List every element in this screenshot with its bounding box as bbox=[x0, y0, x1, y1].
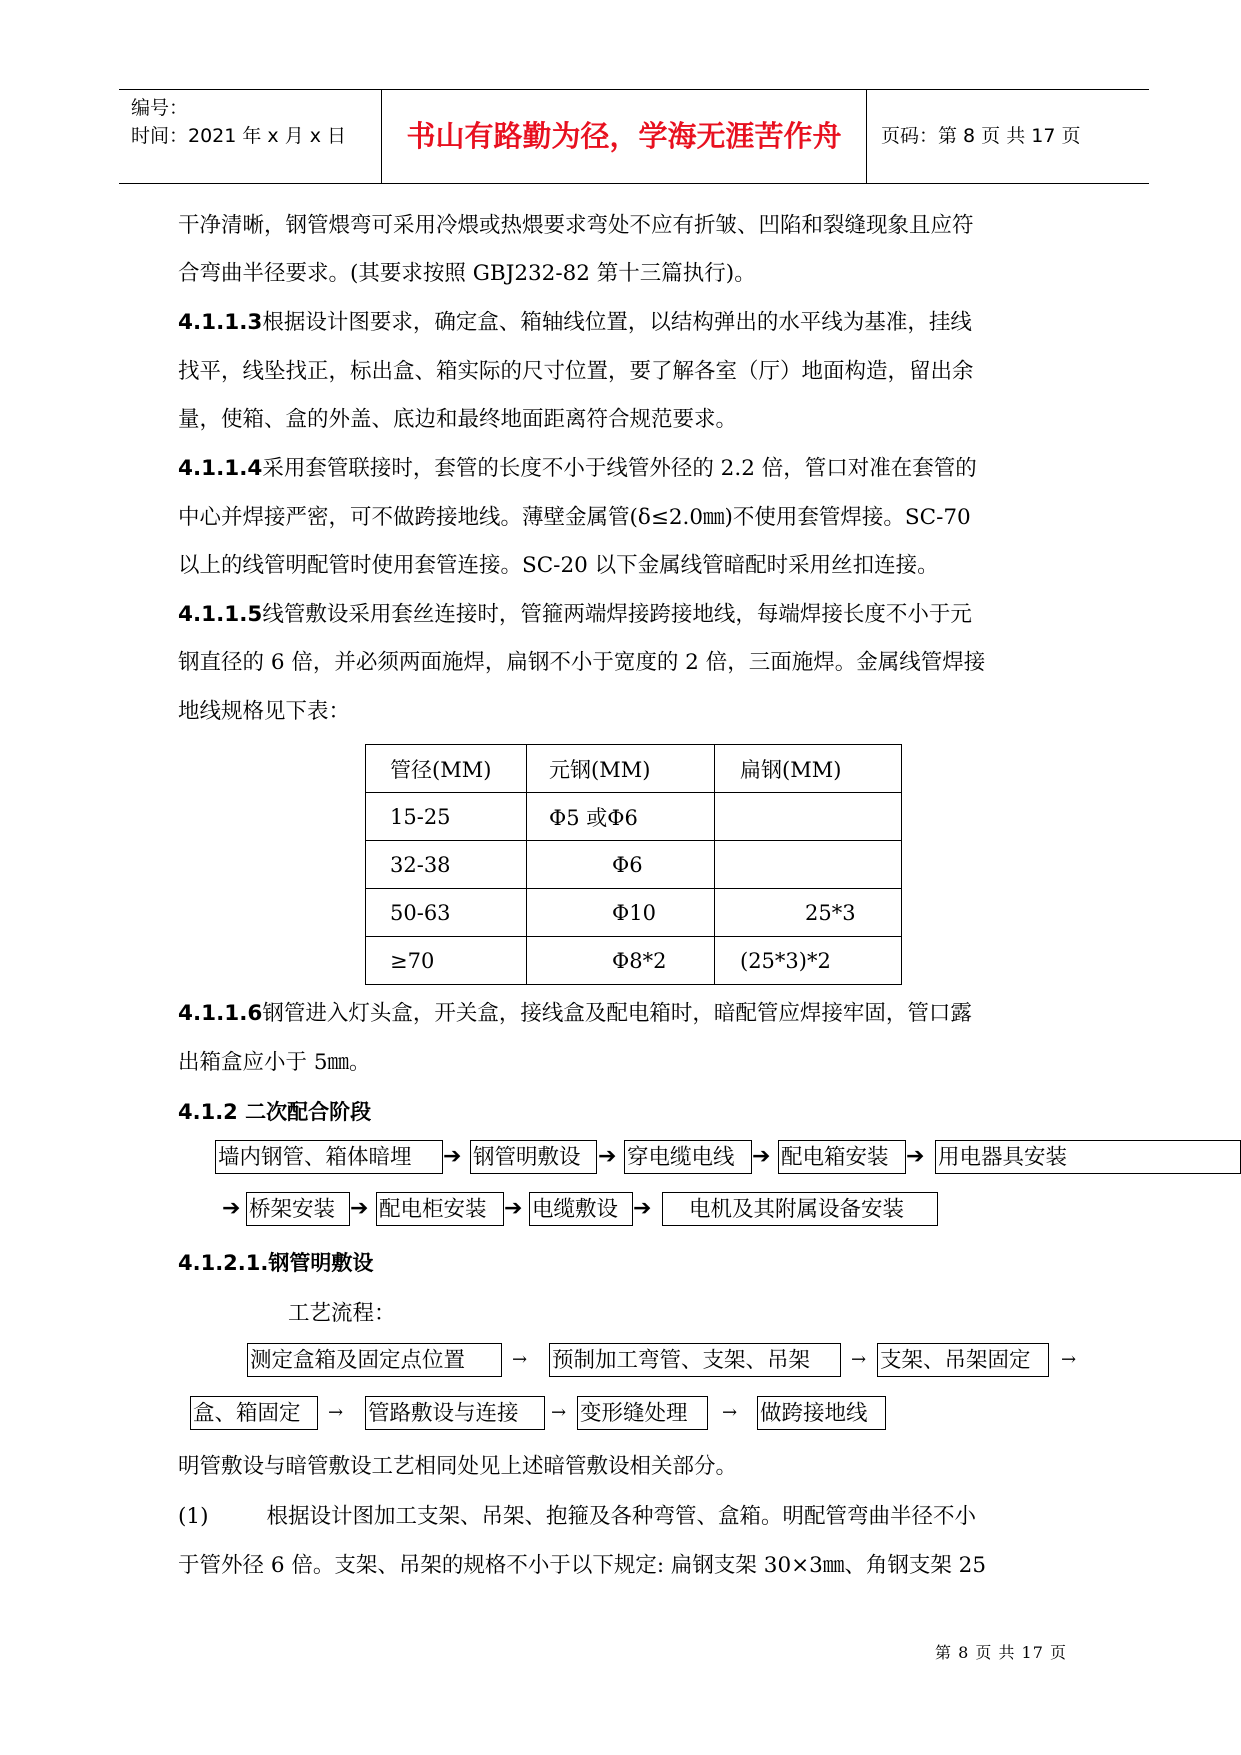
paragraph-text: 根据设计图要求，确定盒、箱轴线位置，以结构弹出的水平线为基准，挂线 bbox=[262, 310, 972, 335]
flow-step: 钢管明敷设 bbox=[470, 1140, 597, 1174]
flow-arrow-icon: → bbox=[851, 1349, 867, 1370]
flow-arrow-icon: → bbox=[551, 1402, 567, 1423]
flow-step: 电缆敷设 bbox=[529, 1192, 633, 1226]
section-number: 4.1.1.5 bbox=[178, 602, 263, 627]
section-number: 4.1.1.4 bbox=[178, 456, 263, 481]
flow-arrow-icon: → bbox=[722, 1402, 738, 1423]
table-cell: Φ10 bbox=[527, 889, 715, 937]
table-cell: 25*3 bbox=[715, 889, 902, 937]
flow-step: 穿电缆电线 bbox=[624, 1140, 752, 1174]
flow-step: 预制加工弯管、支架、吊架 bbox=[549, 1343, 841, 1377]
section-4-1-1-4 bbox=[178, 451, 1178, 482]
table-cell bbox=[715, 841, 902, 889]
section-4-1-1-6 bbox=[178, 996, 1178, 1027]
flow-step: 桥架安装 bbox=[246, 1192, 350, 1226]
flow-arrow-icon: ➔ bbox=[906, 1144, 925, 1169]
flow-step: 配电箱安装 bbox=[778, 1140, 906, 1174]
header-motto: 书山有路勤为径，学海无涯苦作舟 bbox=[381, 90, 867, 183]
section-number: 4.1.1.6 bbox=[178, 1001, 263, 1026]
flow-arrow-icon: → bbox=[328, 1402, 344, 1423]
flow-arrow-icon: ➔ bbox=[222, 1196, 241, 1221]
table-cell: Φ5 或Φ6 bbox=[527, 793, 715, 841]
paragraph-line: 合弯曲半径要求。(其要求按照 GBJ232-82 第十三篇执行)。 bbox=[178, 261, 756, 286]
paragraph-line: 出箱盒应小于 5㎜。 bbox=[178, 1050, 371, 1075]
flow-arrow-icon: ➔ bbox=[598, 1144, 617, 1169]
table-row bbox=[366, 793, 902, 841]
paragraph-line: 明管敷设与暗管敷设工艺相同处见上述暗管敷设相关部分。 bbox=[178, 1454, 738, 1479]
flow-step: 管路敷设与连接 bbox=[365, 1396, 545, 1430]
table-cell: Φ6 bbox=[527, 841, 715, 889]
section-number: 4.1.1.3 bbox=[178, 310, 263, 335]
flow-step: 墙内钢管、箱体暗埋 bbox=[215, 1140, 443, 1174]
paragraph-line: 干净清晰，钢管煨弯可采用冷煨或热煨要求弯处不应有折皱、凹陷和裂缝现象且应符 bbox=[178, 213, 974, 238]
list-number: (1) bbox=[178, 1504, 209, 1529]
flow-step: 做跨接地线 bbox=[757, 1396, 886, 1430]
document-date: 时间：2021 年 x 月 x 日 bbox=[131, 125, 347, 147]
table-header-cell: 扁钢(MM) bbox=[715, 745, 902, 793]
flow-step: 测定盒箱及固定点位置 bbox=[247, 1343, 502, 1377]
flow-arrow-icon: ➔ bbox=[443, 1144, 462, 1169]
table-cell: (25*3)*2 bbox=[715, 937, 902, 985]
table-cell: 32-38 bbox=[366, 841, 527, 889]
paragraph-text: 根据设计图加工支架、吊架、抱箍及各种弯管、盒箱。明配管弯曲半径不小 bbox=[266, 1504, 976, 1529]
header-page-number: 页码：第 8 页 共 17 页 bbox=[881, 125, 1081, 147]
section-heading-4-1-2-1: 4.1.2.1.钢管明敷设 bbox=[178, 1251, 374, 1275]
flow-step: 电机及其附属设备安装 bbox=[662, 1192, 938, 1226]
flow-arrow-icon: ➔ bbox=[752, 1144, 771, 1169]
table-cell: 15-25 bbox=[366, 793, 527, 841]
page-footer: 第 8 页 共 17 页 bbox=[935, 1643, 1067, 1662]
paragraph-text: 钢管进入灯头盒，开关盒，接线盒及配电箱时，暗配管应焊接牢固，管口露 bbox=[262, 1001, 972, 1026]
table-header-cell: 管径(MM) bbox=[366, 745, 527, 793]
grounding-spec-table bbox=[365, 744, 902, 985]
paragraph-line: 于管外径 6 倍。支架、吊架的规格不小于以下规定: 扁钢支架 30×3㎜、角钢支架 25 bbox=[178, 1553, 987, 1578]
flow-arrow-icon: → bbox=[512, 1349, 528, 1370]
flow-step: 变形缝处理 bbox=[577, 1396, 708, 1430]
flow-step: 支架、吊架固定 bbox=[877, 1343, 1049, 1377]
section-4-1-1-3 bbox=[178, 305, 1178, 336]
paragraph-line: 以上的线管明配管时使用套管连接。SC-20 以下金属线管暗配时采用丝扣连接。 bbox=[178, 553, 939, 578]
flow-arrow-icon: ➔ bbox=[350, 1196, 369, 1221]
table-cell: ≥70 bbox=[366, 937, 527, 985]
document-number-label: 编号： bbox=[131, 97, 189, 119]
table-header-row bbox=[366, 745, 902, 793]
table-header-cell: 元钢(MM) bbox=[527, 745, 715, 793]
paragraph-line: 地线规格见下表： bbox=[178, 699, 351, 724]
paragraph-line: 找平，线坠找正，标出盒、箱实际的尺寸位置，要了解各室（厅）地面构造，留出余 bbox=[178, 359, 974, 384]
process-label: 工艺流程： bbox=[288, 1301, 396, 1326]
section-heading-4-1-2: 4.1.2 二次配合阶段 bbox=[178, 1100, 372, 1124]
flow-arrow-icon: → bbox=[1061, 1349, 1077, 1370]
flow-arrow-icon: ➔ bbox=[633, 1196, 652, 1221]
paragraph-text: 线管敷设采用套丝连接时，管箍两端焊接跨接地线，每端焊接长度不小于元 bbox=[262, 602, 972, 627]
paragraph-line: 量，使箱、盒的外盖、底边和最终地面距离符合规范要求。 bbox=[178, 407, 738, 432]
section-4-1-1-5 bbox=[178, 597, 1178, 628]
table-cell: 50-63 bbox=[366, 889, 527, 937]
table-cell bbox=[715, 793, 902, 841]
flow-step: 用电器具安装 bbox=[935, 1140, 1241, 1174]
paragraph-line: 钢直径的 6 倍，并必须两面施焊，扁钢不小于宽度的 2 倍，三面施焊。金属线管焊接 bbox=[178, 650, 986, 675]
paragraph-text: 采用套管联接时，套管的长度不小于线管外径的 2.2 倍，管口对准在套管的 bbox=[262, 456, 977, 481]
table-cell: Φ8*2 bbox=[527, 937, 715, 985]
page-header bbox=[119, 89, 1149, 184]
paragraph-line: 中心并焊接严密，可不做跨接地线。薄壁金属管(δ≤2.0㎜)不使用套管焊接。SC-70 bbox=[178, 505, 971, 530]
flow-arrow-icon: ➔ bbox=[504, 1196, 523, 1221]
flow-step: 配电柜安装 bbox=[376, 1192, 504, 1226]
list-item-1 bbox=[178, 1499, 1178, 1530]
header-meta bbox=[119, 90, 381, 183]
flow-step: 盒、箱固定 bbox=[190, 1396, 318, 1430]
table-row bbox=[366, 889, 902, 937]
table-row bbox=[366, 937, 902, 985]
table-row bbox=[366, 841, 902, 889]
